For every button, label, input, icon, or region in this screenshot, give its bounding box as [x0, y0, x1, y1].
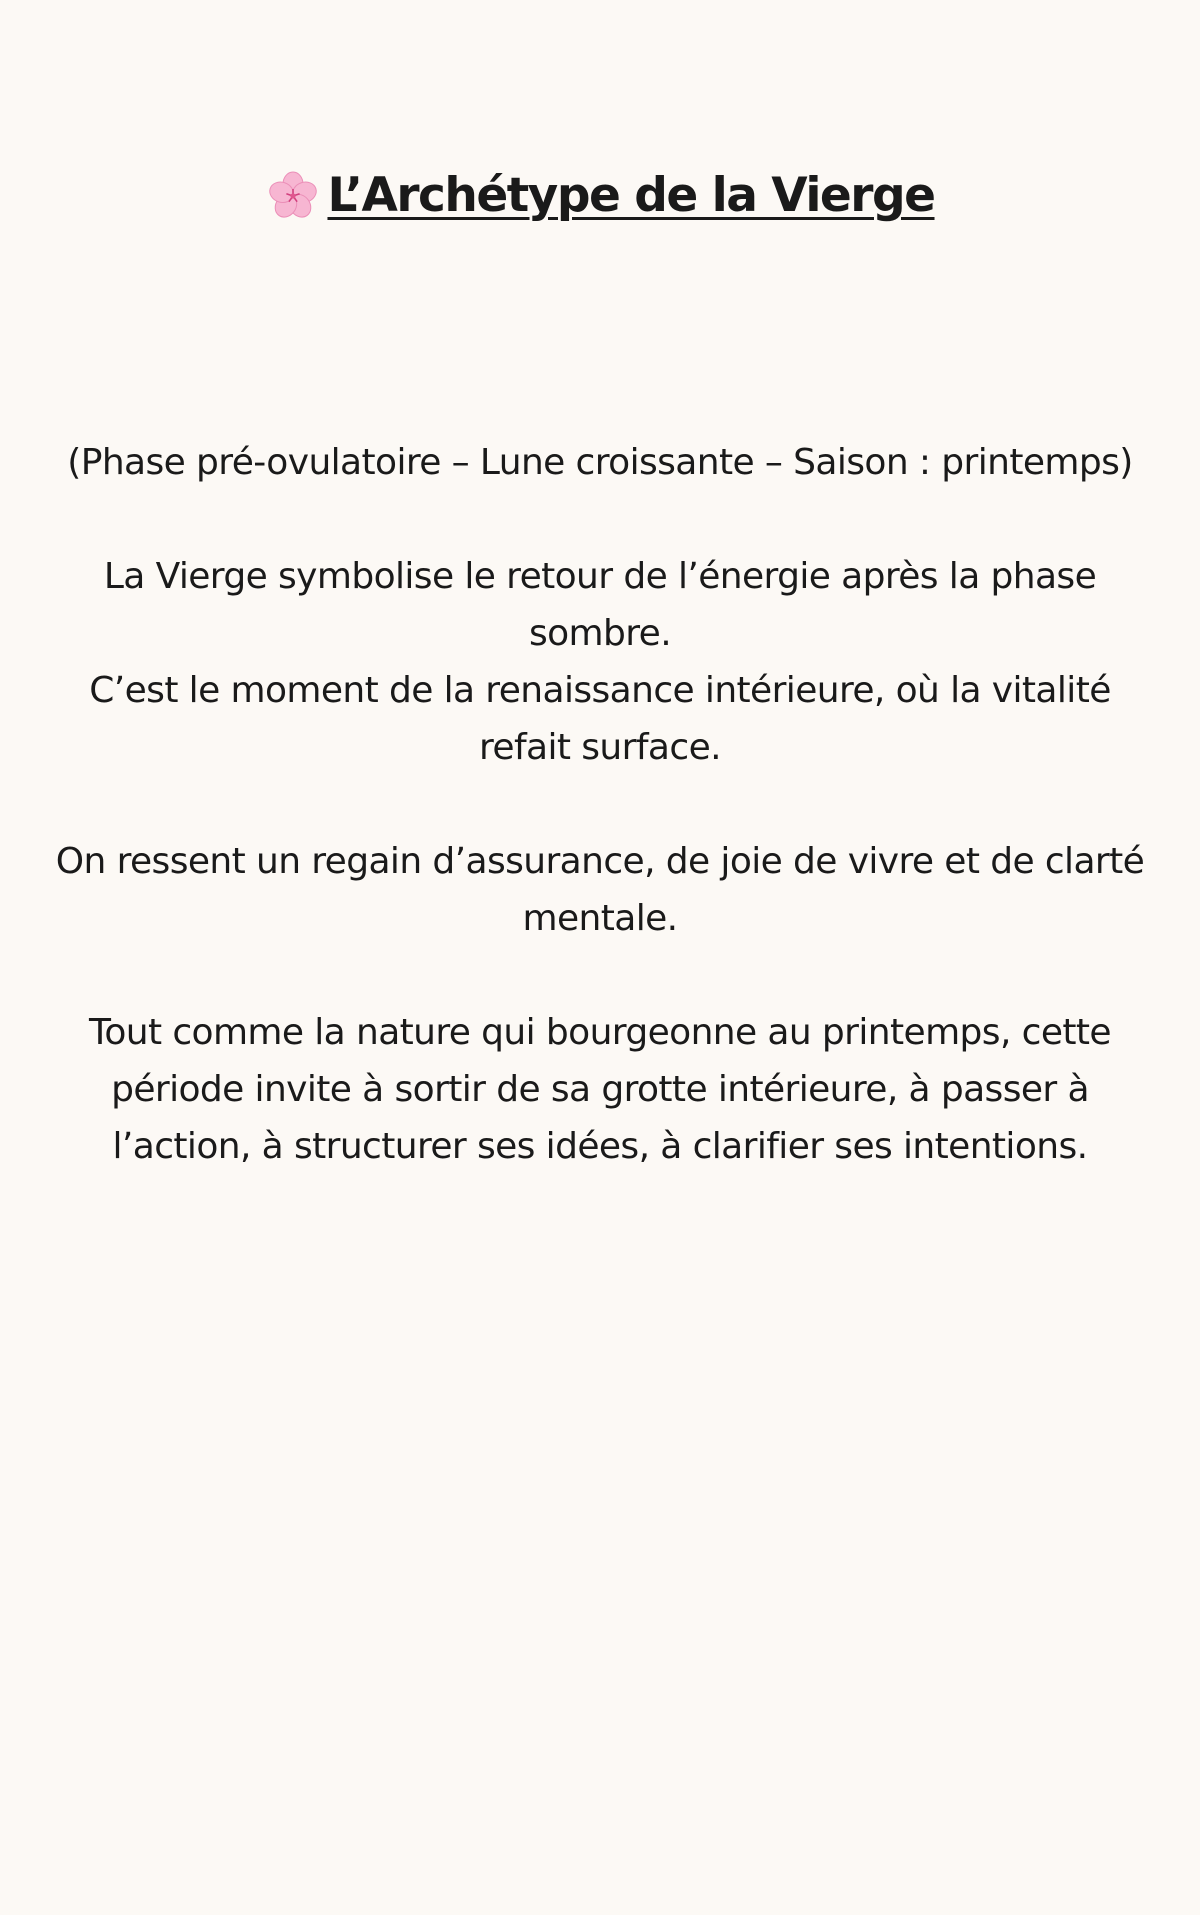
cherry-blossom-icon: [265, 168, 321, 224]
paragraph-line: C’est le moment de la renaissance intérieure, où la vitalité: [89, 670, 1111, 711]
paragraph-line: l’action, à structurer ses idées, à clarifier ses intentions.: [112, 1126, 1088, 1167]
paragraph-line: refait surface.: [479, 727, 721, 768]
title-text: L’Archétype de la Vierge: [327, 168, 935, 223]
paragraph-line: On ressent un regain d’assurance, de joie de vivre et de clarté: [55, 841, 1145, 882]
body-text: [0, 434, 1200, 1175]
page-title: [0, 162, 1200, 243]
paragraph-gap: [0, 491, 1200, 548]
paragraph-line: La Vierge symbolise le retour de l’énergie après la phase: [103, 556, 1097, 597]
paragraph-line: période invite à sortir de sa grotte intérieure, à passer à: [111, 1069, 1089, 1110]
subtitle: (Phase pré-ovulatoire – Lune croissante – Saison : printemps): [67, 442, 1133, 483]
paragraph-line: Tout comme la nature qui bourgeonne au printemps, cette: [89, 1012, 1111, 1053]
paragraph-gap: [0, 776, 1200, 833]
paragraph-gap: [0, 947, 1200, 1004]
paragraph-line: mentale.: [522, 898, 678, 939]
title-wrapper: [265, 162, 934, 230]
paragraph-line: sombre.: [528, 613, 672, 654]
